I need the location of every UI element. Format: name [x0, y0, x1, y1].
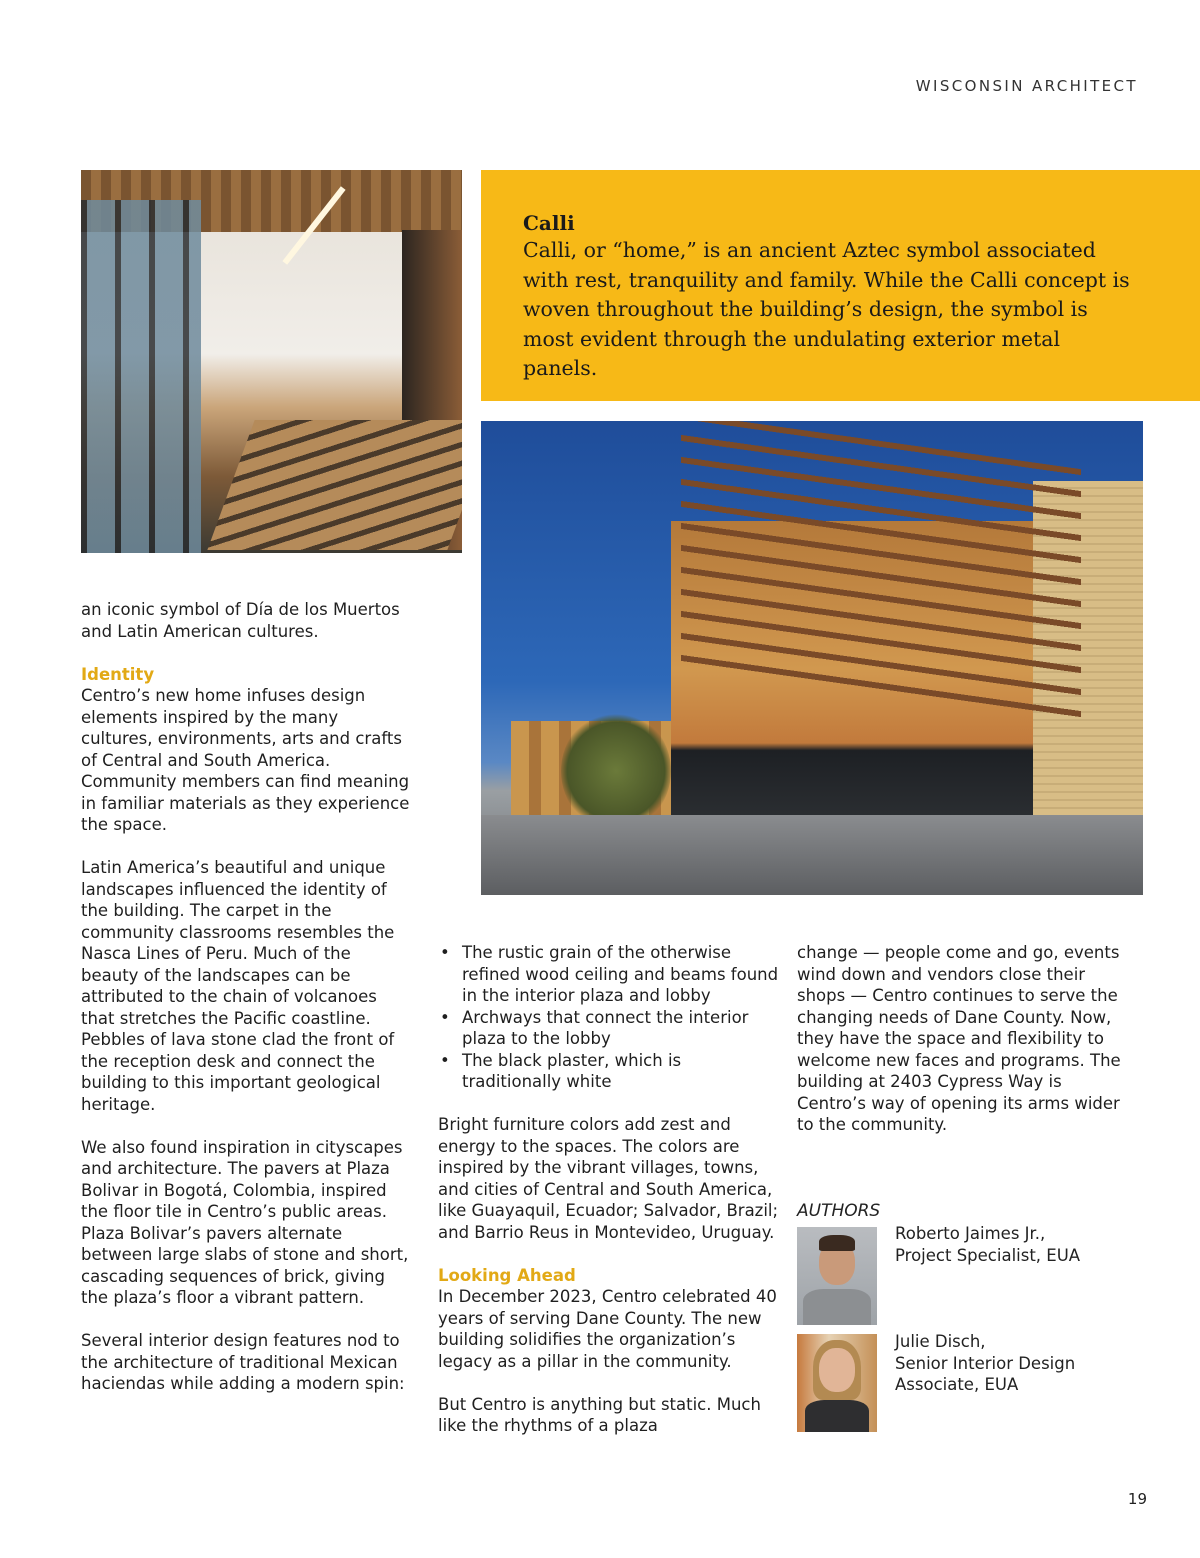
- paragraph: But Centro is anything but static. Much like the rhythms of a plaza: [438, 1394, 761, 1435]
- list-item: • The black plaster, which is traditionally white: [438, 1050, 780, 1093]
- calli-callout: [481, 170, 1200, 401]
- exterior-building-photo: [481, 421, 1143, 895]
- author-julie: [895, 1331, 1135, 1396]
- author-head: [819, 1348, 855, 1392]
- paragraph: In December 2023, Centro celebrated 40 years of serving Dane County. The new building solidifies the organization’s legacy as a pillar in the community.: [438, 1287, 777, 1371]
- louvered-window: [81, 200, 201, 553]
- author-photo-julie: [797, 1334, 877, 1432]
- callout-title: Calli: [523, 211, 575, 235]
- author-body: [805, 1400, 869, 1432]
- list-item: • The rustic grain of the otherwise refined wood ceiling and beams found in the interior plaza and lobby: [438, 942, 780, 1007]
- running-head: WISCONSIN ARCHITECT: [915, 77, 1138, 95]
- author-title: Project Specialist, EUA: [895, 1245, 1081, 1265]
- page-number: 19: [1127, 1490, 1147, 1508]
- author-photo-roberto: [797, 1227, 877, 1325]
- subhead-looking-ahead: Looking Ahead: [438, 1265, 576, 1285]
- paragraph: Several interior design features nod to the architecture of traditional Mexican haciendas while adding a modern spin:: [81, 1331, 405, 1393]
- interior-stair-photo: [81, 170, 462, 553]
- tree: [561, 711, 671, 831]
- list-item: • Archways that connect the interior plaza to the lobby: [438, 1007, 780, 1050]
- column-3: [797, 942, 1127, 1136]
- feature-list: [438, 942, 780, 1093]
- author-title: Senior Interior Design Associate, EUA: [895, 1353, 1076, 1394]
- author-name: Julie Disch,: [895, 1332, 986, 1351]
- authors-label: AUTHORS: [797, 1201, 881, 1221]
- column-2: [438, 942, 780, 1437]
- author-roberto: [895, 1223, 1135, 1266]
- plaza-paving: [481, 815, 1143, 895]
- staircase: [207, 420, 462, 550]
- author-body: [803, 1289, 871, 1325]
- paragraph: an iconic symbol of Día de los Muertos and Latin American cultures.: [81, 600, 400, 641]
- subhead-identity: Identity: [81, 664, 155, 684]
- paragraph: change — people come and go, events wind down and vendors close their shops — Centro continues to serve the changing needs of Dane County. Now, they have the space and flexibility to welcome new faces and programs. The building at 2403 Cypress Way is Centro’s way of opening its arms wider to the community.: [797, 943, 1121, 1134]
- paragraph: We also found inspiration in cityscapes and architecture. The pavers at Plaza Bolivar in Bogotá, Colombia, inspired the floor tile in Centro’s public areas. Plaza Bolivar’s pavers alternate between large slabs of stone and short, cascading sequences of brick, giving the plaza’s floor a vibrant pattern.: [81, 1137, 409, 1307]
- paragraph: Centro’s new home infuses design elements inspired by the many cultures, environments, arts and crafts of Central and South America. Community members can find meaning in familiar materials as they experience the space.: [81, 686, 410, 834]
- column-1: [81, 599, 411, 1395]
- author-name: Roberto Jaimes Jr.,: [895, 1224, 1046, 1243]
- author-hair: [819, 1235, 855, 1251]
- callout-body: Calli, or “home,” is an ancient Aztec symbol associated with rest, tranquility and family. While the Calli concept is woven throughout the building’s design, the symbol is most evident through the undulating exterior metal panels.: [523, 238, 1130, 380]
- paragraph: Latin America’s beautiful and unique landscapes influenced the identity of the building. The carpet in the community classrooms resembles the Nasca Lines of Peru. Much of the beauty of the landscapes can be attributed to the chain of volcanoes that stretches the Pacific coastline. Pebbles of lava stone clad the front of the reception desk and connect the building to this important geological heritage.: [81, 858, 395, 1114]
- paragraph: Bright furniture colors add zest and energy to the spaces. The colors are inspired by the vibrant villages, towns, and cities of Central and South America, like Guayaquil, Ecuador; Salvador, Brazil; and Barrio Reus in Montevideo, Uruguay.: [438, 1115, 779, 1242]
